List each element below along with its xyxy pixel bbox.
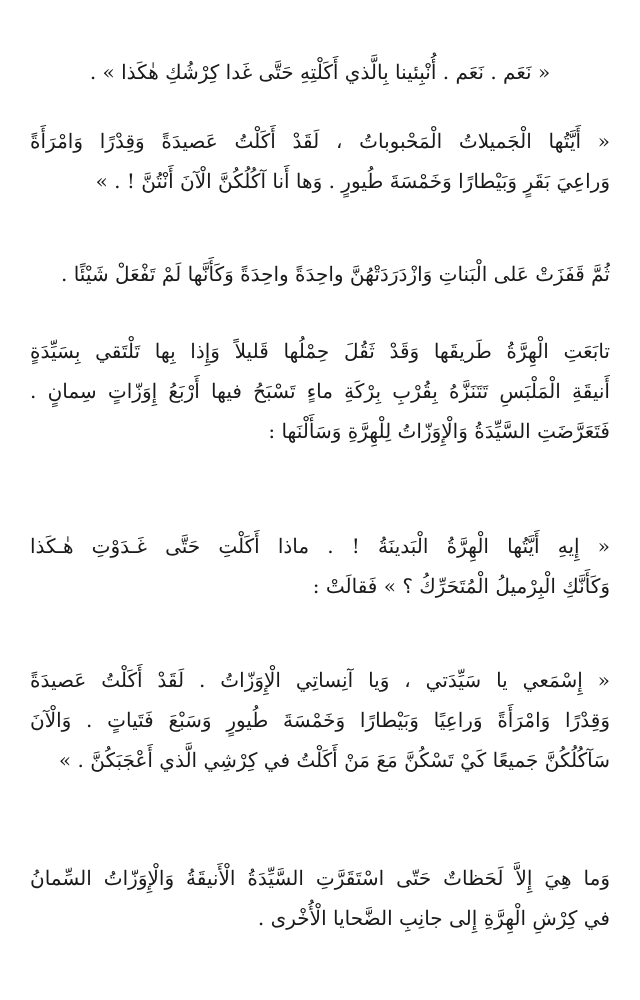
text-line: « أَيَّتُها الْجَميلاتُ الْمَحْبوباتُ ، لَقَدْ أَكَلْتُ عَصيدَةً وَقِدْرًا وَامْرَأَةً (30, 129, 610, 153)
text-line: وَراعِيَ بَقَرٍ وَبَيْطارًا وَخَمْسَةَ طُيورٍ . وَها أَنا آكُلُكُنَّ الْآنَ أَنْتُنَّ ! . » (95, 169, 610, 193)
text-line: ثُمَّ قَفَزَتْ عَلى الْبَناتِ وَازْدَرَدَتْهُنَّ واحِدَةً واحِدَةً وَكَأَنَّها لَمْ تَفْعَلْ شَيْئًا . (61, 262, 610, 286)
text-line: وَكَأَنَّكِ الْبِرْميلُ الْمُتَحَرِّكُ ؟ » فَقالَتْ : (312, 574, 610, 598)
paragraph-4 (30, 331, 610, 451)
text-line: وَما هِيَ إِلاَّ لَحَظاتٌ حَتّى اسْتَقَرَّتِ السَّيِّدَةُ الْأَنيقَةُ وَالْإِوَزّاتُ السِّمانُ (30, 866, 610, 890)
paragraph-1 (30, 52, 610, 92)
paragraph-7 (30, 858, 610, 938)
text-line: « إِيهِ أَيَّتُها الْهِرَّةُ الْبَدينَةُ ! . ماذا أَكَلْتِ حَتَّى غَـدَوْتِ هٰـكَذا (30, 534, 610, 558)
text-line: سَآكُلُكُنَّ جَميعًا كَيْ تَسْكُنَّ مَعَ مَنْ أَكَلْتُ في كِرْشِي الَّذي أَعْجَبَكُنَّ . » (58, 748, 610, 772)
text-line: تابَعَتِ الْهِرَّةُ طَريقَها وَقَدْ ثَقُلَ حِمْلُها قَليلاً وَإِذا بِها تَلْتَقي بِسَيِّدَةٍ (30, 339, 610, 363)
paragraph-2 (30, 121, 610, 201)
paragraph-6 (30, 660, 610, 780)
text-line: فَتَعَرَّضَتِ السَّيِّدَةُ وَالْإِوَزّاتُ لِلْهِرَّةِ وَسَأَلْنَها : (268, 419, 610, 443)
text-line: وَقِدْرًا وَامْرَأَةً وَراعِيًا وَبَيْطارًا وَخَمْسَةَ طُيورٍ وَسَبْعَ فَتَياتٍ . وَالْآنَ (30, 708, 610, 732)
paragraph-5 (30, 526, 610, 606)
text-line: في كِرْشِ الْهِرَّةِ إِلى جانِبِ الضَّحايا الْأُخْرى . (257, 906, 610, 930)
text-line: أَنيقَةِ الْمَلْبَسِ تَتَنَزَّهُ بِقُرْبِ بِرْكَةِ ماءٍ تَسْبَحُ فيها أَرْبَعُ إِوَزّاتٍ سِمانٍ . (30, 379, 610, 403)
text-line: « نَعَم . نَعَم . أُنْبِئينا بِالَّذي أَكَلْتِهِ حَتَّى غَدا كِرْشُكِ هٰكَذا » . (89, 60, 551, 84)
paragraph-3 (30, 254, 610, 294)
text-line: « إِسْمَعي يا سَيِّدَتي ، وَيا آنِساتِي الْإِوَزّاتُ . لَقَدْ أَكَلْتُ عَصيدَةً (30, 668, 610, 692)
